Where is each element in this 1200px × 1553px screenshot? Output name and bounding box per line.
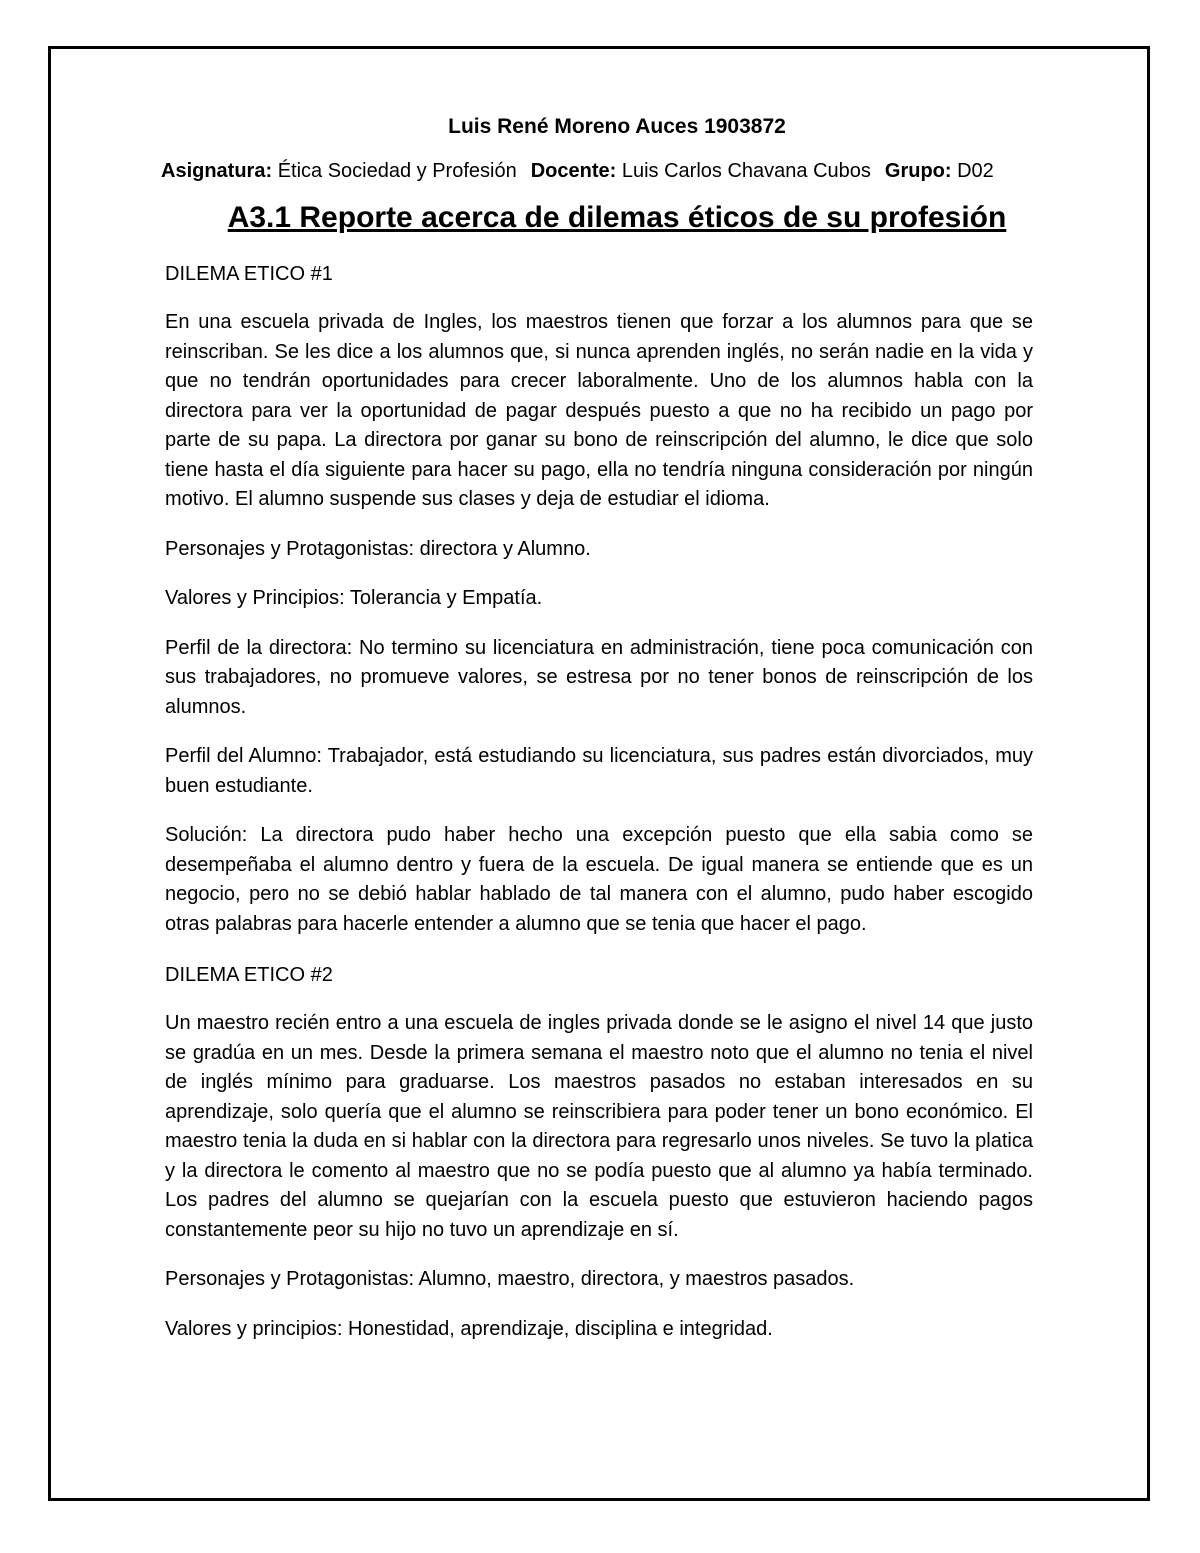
- subject-label: Asignatura:: [161, 160, 273, 182]
- teacher-value: Luis Carlos Chavana Cubos: [621, 160, 871, 182]
- dilemma-2-heading: DILEMA ETICO #2: [165, 964, 333, 986]
- group-value: D02: [957, 160, 994, 182]
- document-title: A3.1 Reporte acerca de dilemas éticos de su profesión: [227, 201, 1007, 234]
- document-body: [161, 112, 1033, 1344]
- dilemma-2-values: Valores y principios: Honestidad, aprendizaje, disciplina e integridad.: [165, 1317, 773, 1340]
- dilemma-1-narrative: En una escuela privada de Ingles, los maestros tienen que forzar a los alumnos para que se reinscriban. Se les dice a los alumnos que, si nunca aprenden inglés, no serán nadie en la vida y que no tendrán oportunidades para crecer laboralmente. Uno de los alumnos habla con la directora para ver la oportunidad de pagar después puesto a que no ha recibido un pago por parte de su papa. La directora por ganar su bono de reinscripción del alumno, le dice que solo tiene hasta el día siguiente para hacer su pago, ella no tendría ninguna consideración por ningún motivo. El alumno suspende sus clases y deja de estudiar el idioma.: [165, 311, 1033, 510]
- dilemma-1-profile-student: Perfil del Alumno: Trabajador, está estudiando su licenciatura, sus padres están divorciados, muy buen estudiante.: [165, 745, 1033, 797]
- dilemma-2-section: [165, 961, 1033, 1344]
- dilemma-2-characters: Personajes y Protagonistas: Alumno, maestro, directora, y maestros pasados.: [165, 1268, 855, 1290]
- dilemma-1-section: [165, 260, 1033, 939]
- group-label: Grupo:: [884, 160, 952, 182]
- subject-value: Ética Sociedad y Profesión: [277, 160, 517, 182]
- dilemma-1-profile-director: Perfil de la directora: No termino su licenciatura en administración, tiene poca comunicación con sus trabajadores, no promueve valores, se estresa por no tener bonos de reinscripción de los alumnos.: [165, 636, 1033, 718]
- author-line: Luis René Moreno Auces 1903872: [448, 115, 786, 138]
- dilemma-1-values: Valores y Principios: Tolerancia y Empatía.: [165, 587, 543, 609]
- dilemma-2-narrative: Un maestro recién entro a una escuela de ingles privada donde se le asigno el nivel 14 que justo se gradúa en un mes. Desde la primera semana el maestro noto que el alumno no tenia el nivel de inglés mínimo para graduarse. Los maestros pasados no estaban interesados en su aprendizaje, solo quería que el alumno se reinscribiera para poder tener un bono económico. El maestro tenia la duda en si hablar con la directora para regresarlo unos niveles. Se tuvo la platica y la directora le comento al maestro que no se podía puesto que al alumno ya había terminado. Los padres del alumno se quejarían con la escuela puesto que estuvieron haciendo pagos constantemente peor su hijo no tuvo un aprendizaje en sí.: [165, 1012, 1033, 1241]
- dilemma-1-heading: DILEMA ETICO #1: [165, 263, 333, 285]
- dilemma-1-solution: Solución: La directora pudo haber hecho una excepción puesto que ella sabia como se desempeñaba el alumno dentro y fuera de la escuela. De igual manera se entiende que es un negocio, pero no se debió hablar hablado de tal manera con el alumno, pudo haber escogido otras palabras para hacerle entender a alumno que se tenia que hacer el pago.: [165, 824, 1033, 935]
- teacher-label: Docente:: [530, 160, 617, 182]
- dilemma-1-characters: Personajes y Protagonistas: directora y Alumno.: [165, 537, 591, 560]
- course-meta: [161, 156, 1033, 186]
